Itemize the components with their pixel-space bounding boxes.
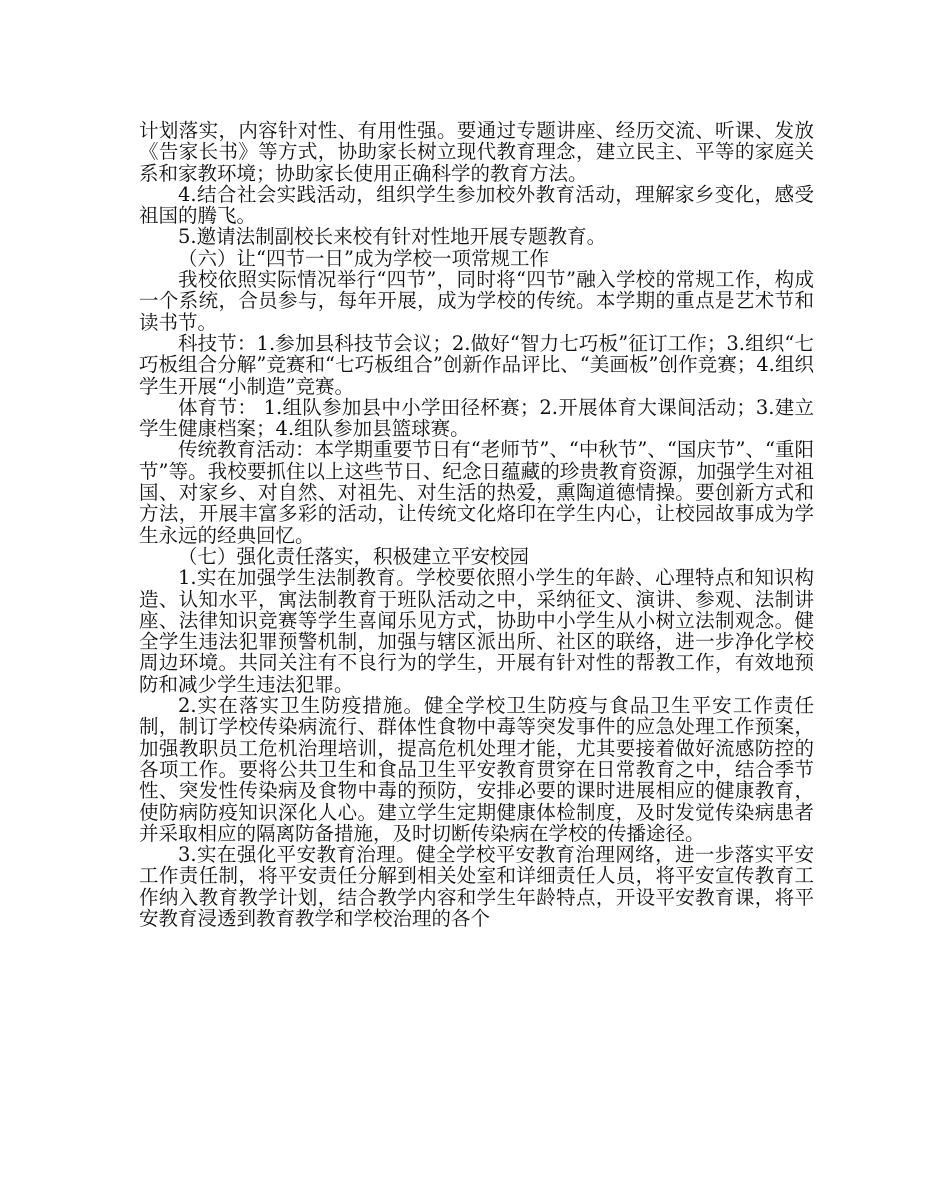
paragraph-health-epidemic-prevention: 2.实在落实卫生防疫措施。健全学校卫生防疫与食品卫生平安工作责任制，制订学校传染病流行、群体性食物中毒等突发事件的应急处理工作预案，加强教职员工危机治理培训，提高危机处理才能，尤其要接着做好流感防控的各项工作。要将公共卫生和食品卫生平安教育贯穿在日常教育之中，结合季节性、突发性传染病及食物中毒的预防，安排必要的课时进展相应的健康教育，使防病防疫知识深化人心。建立学生定期健康体检制度，及时发觉传染病患者并采取相应的隔离防备措施，及时切断传染病在学校的传播途径。 — [139, 694, 814, 845]
section-heading-seven: （七）强化责任落实，积极建立平安校园 — [178, 544, 530, 568]
document-body — [139, 120, 814, 929]
paragraph-sports-festival: 体育节： 1.组队参加县中小学田径杯赛；2.开展体育大课间活动；3.建立学生健康档案；4.组队参加县篮球赛。 — [139, 395, 814, 441]
section-heading-six: （六）让“四节一日”成为学校一项常规工作 — [178, 246, 549, 270]
paragraph-legal-education: 1.实在加强学生法制教育。学校要依照小学生的年龄、心理特点和知识构造、认知水平，寓法制教育于班队活动之中，采纳征文、演讲、参观、法制讲座、法律知识竞赛等学生喜闻乐见方式，协助中小学生从小树立法制观念。健全学生违法犯罪预警机制，加强与辖区派出所、社区的联络，进一步净化学校周边环境。共同关注有不良行为的学生，开展有针对性的帮教工作，有效地预防和减少学生违法犯罪。 — [139, 566, 814, 696]
paragraph-science-festival: 科技节：1.参加县科技节会议；2.做好“智力七巧板”征订工作；3.组织“七巧板组合分解”竞赛和“七巧板组合”创新作品评比、“美画板”创作竞赛；4.组织学生开展“小制造”竞赛。 — [139, 331, 814, 398]
paragraph-safety-education: 3.实在强化平安教育治理。健全学校平安教育治理网络，进一步落实平安工作责任制，将平安责任分解到相关处室和详细责任人员，将平安宣传教育工作纳入教育教学计划，结合教学内容和学生年龄特点，开设平安教育课，将平安教育浸透到教育教学和学校治理的各个 — [139, 843, 814, 930]
paragraph-item-5-legal-vice-principal: 5.邀请法制副校长来校有针对性地开展专题教育。 — [178, 225, 607, 249]
paragraph-home-school-education: 计划落实，内容针对性、有用性强。要通过专题讲座、经历交流、听课、发放《告家长书》等方式，协助家长树立现代教育理念，建立民主、平等的家庭关系和家教环境；协助家长使用正确科学的教育方法。 — [139, 119, 814, 185]
paragraph-four-festivals: 我校依照实际情况举行“四节”，同时将“四节”融入学校的常规工作，构成一个系统，合员参与，每年开展，成为学校的传统。本学期的重点是艺术节和读书节。 — [139, 268, 814, 334]
paragraph-traditional-education: 传统教育活动：本学期重要节日有“老师节”、“中秋节”、“国庆节”、“重阳节”等。我校要抓住以上这些节日、纪念日蕴藏的珍贵教育资源，加强学生对祖国、对家乡、对自然、对祖先、对生活的热爱，熏陶道德情操。要创新方式和方法，开展丰富多彩的活动，让传统文化烙印在学生内心，让校园故事成为学生永远的经典回忆。 — [139, 438, 814, 547]
paragraph-item-4-social-practice: 4.结合社会实践活动，组织学生参加校外教育活动，理解家乡变化，感受祖国的腾飞。 — [139, 182, 814, 228]
